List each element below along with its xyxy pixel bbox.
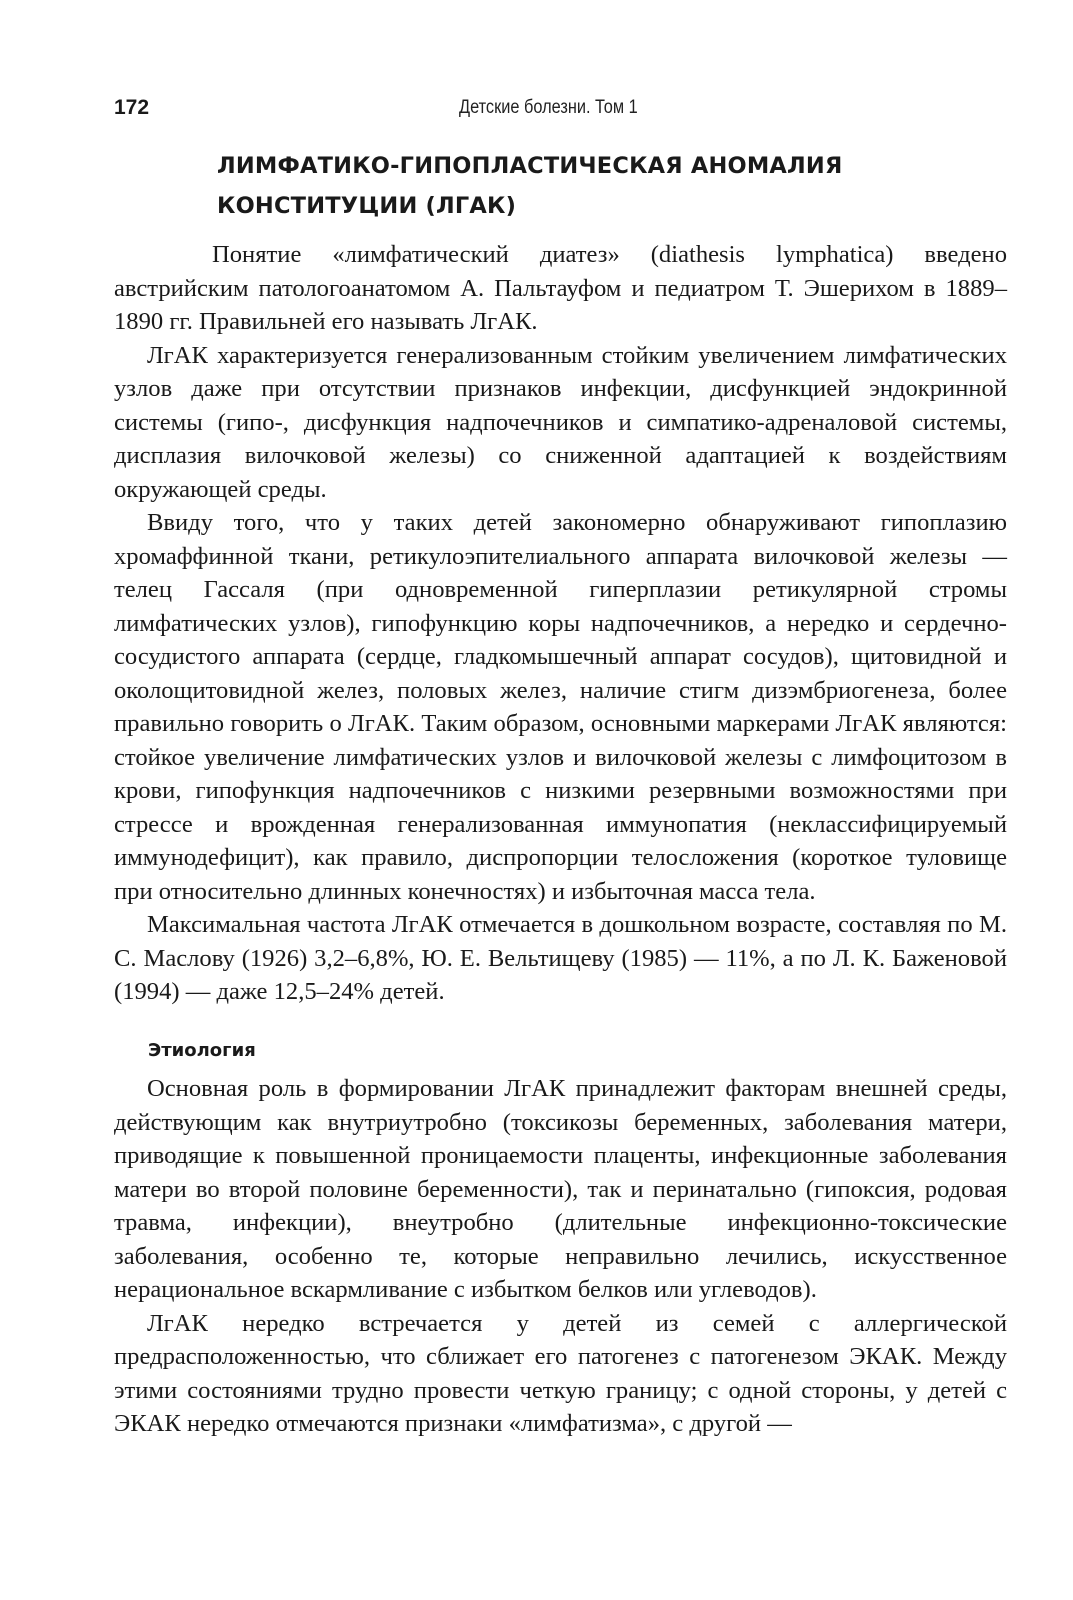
- etiology-heading: Этиология: [148, 1040, 256, 1061]
- intro-paragraph: Ввиду того, что у таких детей закономерно обнаруживают гипоплазию хромаффинной ткани, ретикулоэпителиального аппарата вилочковой железы — телец Гассаля (при одновременной гиперплазии ретикулярной стромы лимфатических узлов), гипофункцию коры надпочечников, а нередко и сердечно-сосудистого аппарата (сердце, гладкомышечный аппарат сосудов), щитовидной и околощитовидной желез, половых желез, наличие стигм дизэмбриогенеза, более правильно говорить о ЛгАК. Таким образом, основными маркерами ЛгАК являются: стойкое увеличение лимфатических узлов и вилочковой железы с лимфоцитозом в крови, гипофункция надпочечников с низкими резервными возможностями при стрессе и врожденная генерализованная иммунопатия (неклассифицируемый иммунодефицит), как правило, диспропорции телосложения (короткое туловище при относительно длинных конечностях) и избыточная масса тела.: [114, 509, 1007, 905]
- intro-paragraph: Максимальная частота ЛгАК отмечается в дошкольном возрасте, составляя по М. С. Маслову (1926) 3,2–6,8%, Ю. Е. Вельтищеву (1985) — 11%, а по Л. К. Баженовой (1994) — даже 12,5–24% детей.: [114, 911, 1007, 1005]
- chapter-title: [217, 146, 977, 226]
- etiology-paragraph: Основная роль в формировании ЛгАК принадлежит факторам внешней среды, действующим как внутриутробно (токсикозы беременных, заболевания матери, приводящие к повышенной проницаемости плаценты, инфекционные заболевания матери во второй половине беременности), так и перинатально (гипоксия, родовая травма, инфекции), внеутробно (длительные инфекционно-токсические заболевания, особенно те, которые неправильно лечились, искусственное нерациональное вскармливание с избытком белков или углеводов).: [114, 1075, 1007, 1303]
- page-header: [114, 96, 1006, 126]
- intro-paragraph: Понятие «лимфатический диатез» (diathesis lymphatica) введено австрийским патологоанатомом А. Пальтауфом и педиатром Т. Эшерихом в 1889–1890 гг. Правильней его называть ЛгАК.: [114, 241, 1007, 335]
- etiology-section: [114, 1072, 1007, 1441]
- intro-paragraph: ЛгАК характеризуется генерализованным стойким увеличением лимфатических узлов даже при отсутствии признаков инфекции, дисфункцией эндокринной системы (гипо-, дисфункция надпочечников и симпатико-адреналовой системы, дисплазия вилочковой железы) со сниженной адаптацией к воздействиям окружающей среды.: [114, 341, 1007, 503]
- page-number: 172: [114, 96, 150, 119]
- intro-section: [114, 238, 1007, 1009]
- chapter-title-line-1: ЛИМФАТИКО-ГИПОПЛАСТИЧЕСКАЯ АНОМАЛИЯ: [217, 153, 843, 179]
- running-title: Детские болезни. Том 1: [459, 97, 638, 118]
- chapter-title-line-2: КОНСТИТУЦИИ (ЛГАК): [217, 193, 517, 219]
- etiology-paragraph: ЛгАК нередко встречается у детей из семей с аллергической предрасположенностью, что сближает его патогенез с патогенезом ЭКАК. Между этими состояниями трудно провести четкую границу; с одной стороны, у детей с ЭКАК нередко отмечаются признаки «лимфатизма», с другой —: [114, 1309, 1007, 1437]
